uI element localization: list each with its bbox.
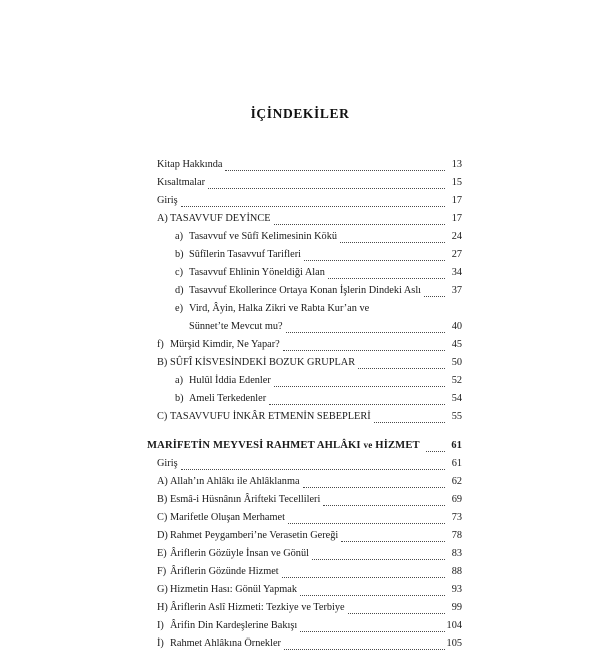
toc-entry-label: Giriş bbox=[157, 195, 178, 206]
toc-entry[interactable] bbox=[147, 527, 462, 545]
toc-entry[interactable] bbox=[147, 282, 462, 300]
toc-dot-leader bbox=[208, 179, 445, 192]
toc-entry[interactable] bbox=[147, 635, 462, 653]
toc-page-number: 61 bbox=[451, 440, 462, 451]
toc-entry-label: Tasavvuf Ekollerince Ortaya Konan İşlerin Dindeki Aslı bbox=[189, 285, 422, 296]
toc-entry-marker: a) bbox=[175, 375, 183, 386]
toc-entry[interactable] bbox=[147, 300, 462, 318]
page-title: İÇİNDEKİLER bbox=[250, 106, 350, 121]
toc-entry[interactable] bbox=[147, 599, 462, 617]
toc-page-number: 88 bbox=[451, 566, 462, 577]
toc-page-number: 27 bbox=[451, 249, 462, 260]
toc-entry-marker: b) bbox=[175, 249, 184, 260]
toc-entry-label: TASAVVUFU İNKÂR ETMENİN SEBEPLERİ bbox=[170, 411, 371, 422]
toc-entry-label: Kitap Hakkında bbox=[157, 159, 223, 170]
toc-entry-label: Vird, Âyin, Halka Zikri ve Rabta Kur’an ve bbox=[189, 303, 370, 314]
toc-page-number: 52 bbox=[451, 375, 462, 386]
toc-entry[interactable] bbox=[147, 491, 462, 509]
toc-entry[interactable] bbox=[147, 581, 462, 599]
toc-page-number: 13 bbox=[451, 159, 462, 170]
toc-entry[interactable] bbox=[147, 617, 462, 635]
toc-page-number: 55 bbox=[451, 411, 462, 422]
toc-entry-marker: E) bbox=[157, 548, 167, 559]
toc-dot-leader bbox=[282, 568, 445, 581]
toc-entry[interactable] bbox=[147, 318, 462, 336]
toc-entry-label: SÛFÎ KİSVESİNDEKİ BOZUK GRUPLAR bbox=[170, 357, 356, 368]
toc-entry[interactable] bbox=[147, 246, 462, 264]
toc-entry-label: Hulûl İddia Edenler bbox=[189, 375, 271, 386]
toc-dot-leader bbox=[288, 514, 445, 527]
toc-entry-label: Sûfîlerin Tasavvuf Tarifleri bbox=[189, 249, 301, 260]
toc-dot-leader bbox=[181, 460, 445, 473]
toc-entry-marker: H) bbox=[157, 602, 168, 613]
toc-entry-marker: a) bbox=[175, 231, 183, 242]
toc-entry-label: Esmâ-i Hüsnânın Ârifteki Tecellileri bbox=[170, 494, 321, 505]
toc-entry[interactable] bbox=[147, 509, 462, 527]
toc-entry-label: Rahmet Ahlâkına Örnekler bbox=[170, 638, 281, 649]
toc-dot-leader bbox=[300, 622, 445, 635]
toc-dot-leader bbox=[426, 442, 445, 455]
toc-entry[interactable] bbox=[147, 336, 462, 354]
toc-dot-leader bbox=[181, 197, 445, 210]
toc-page-number: 34 bbox=[451, 267, 462, 278]
toc-entry-marker: e) bbox=[175, 303, 183, 314]
toc-page-number: 93 bbox=[451, 584, 462, 595]
toc-entry-label: Âriflerin Gözüyle İnsan ve Gönül bbox=[170, 548, 309, 559]
toc-entry-marker: d) bbox=[175, 285, 184, 296]
toc-dot-leader bbox=[358, 359, 445, 372]
toc-entry-marker: A) bbox=[157, 213, 168, 224]
toc-page-number: 62 bbox=[451, 476, 462, 487]
toc-dot-leader bbox=[286, 323, 445, 336]
toc-entry-label: Hizmetin Hası: Gönül Yapmak bbox=[170, 584, 297, 595]
toc-page-number: 40 bbox=[451, 321, 462, 332]
toc-dot-leader bbox=[323, 496, 445, 509]
toc-dot-leader bbox=[304, 251, 445, 264]
toc-page-number: 105 bbox=[446, 638, 462, 649]
toc-dot-leader bbox=[225, 161, 445, 174]
toc-section-heading[interactable] bbox=[147, 437, 462, 455]
toc-entry-label: Rahmet Peygamberi’ne Verasetin Gereği bbox=[170, 530, 339, 541]
toc-dot-leader bbox=[341, 532, 445, 545]
toc-entry-label: Mürşid Kimdir, Ne Yapar? bbox=[170, 339, 280, 350]
toc-entry-marker: B) bbox=[157, 494, 168, 505]
toc-entry[interactable] bbox=[147, 354, 462, 372]
toc-page-number: 24 bbox=[451, 231, 462, 242]
toc-dot-leader bbox=[283, 341, 445, 354]
toc-dot-leader bbox=[374, 413, 445, 426]
toc-entry[interactable] bbox=[147, 372, 462, 390]
toc-dot-leader bbox=[328, 269, 445, 282]
toc-dot-leader bbox=[372, 305, 445, 318]
toc-dot-leader bbox=[303, 478, 445, 491]
toc-entry-label: Giriş bbox=[157, 458, 178, 469]
toc-dot-leader bbox=[312, 550, 445, 563]
toc-page-number: 99 bbox=[451, 602, 462, 613]
toc-entry-marker: A) bbox=[157, 476, 168, 487]
toc-entry-marker: B) bbox=[157, 357, 168, 368]
toc-page-number: 15 bbox=[451, 177, 462, 188]
toc-entry[interactable] bbox=[147, 455, 462, 473]
toc-dot-leader bbox=[340, 233, 445, 246]
toc-entry[interactable] bbox=[147, 545, 462, 563]
toc-page-number: 69 bbox=[451, 494, 462, 505]
toc-entry[interactable] bbox=[147, 264, 462, 282]
toc-page-number: 17 bbox=[451, 213, 462, 224]
toc-page-number: 17 bbox=[451, 195, 462, 206]
toc-entry-marker: F) bbox=[157, 566, 167, 577]
toc-page-number: 45 bbox=[451, 339, 462, 350]
toc-entry-label: Tasavvuf Ehlinin Yöneldiği Alan bbox=[189, 267, 325, 278]
table-of-contents-list bbox=[147, 156, 462, 653]
toc-entry-label: Sünnet’te Mevcut mu? bbox=[189, 321, 283, 332]
toc-entry[interactable] bbox=[147, 408, 462, 426]
toc-entry[interactable] bbox=[147, 228, 462, 246]
toc-page-number: 61 bbox=[451, 458, 462, 469]
toc-entry-marker: f) bbox=[157, 339, 164, 350]
toc-entry-marker: c) bbox=[175, 267, 183, 278]
toc-page-number: 50 bbox=[451, 357, 462, 368]
toc-dot-leader bbox=[424, 287, 445, 300]
toc-dot-leader bbox=[348, 604, 445, 617]
toc-entry-marker: C) bbox=[157, 512, 168, 523]
toc-entry-label: Âriflerin Gözünde Hizmet bbox=[170, 566, 279, 577]
toc-entry-label: Marifetle Oluşan Merhamet bbox=[170, 512, 285, 523]
toc-entry-label: Allah’ın Ahlâkı ile Ahlâklanma bbox=[170, 476, 300, 487]
toc-dot-leader bbox=[274, 377, 445, 390]
toc-page-number: 78 bbox=[451, 530, 462, 541]
toc-page-number: 37 bbox=[451, 285, 462, 296]
toc-entry-label: Ârifin Din Kardeşlerine Bakışı bbox=[170, 620, 298, 631]
toc-entry[interactable] bbox=[147, 210, 462, 228]
toc-entry-marker: I) bbox=[157, 620, 164, 631]
toc-page-number: 83 bbox=[451, 548, 462, 559]
toc-entry[interactable] bbox=[147, 156, 462, 174]
toc-entry-label: Âriflerin Aslî Hizmeti: Tezkiye ve Terbiye bbox=[170, 602, 345, 613]
toc-entry-marker: C) bbox=[157, 411, 168, 422]
toc-entry-label: Ameli Terkedenler bbox=[189, 393, 267, 404]
toc-page-number: 73 bbox=[451, 512, 462, 523]
toc-page-number: 54 bbox=[451, 393, 462, 404]
toc-entry[interactable] bbox=[147, 563, 462, 581]
toc-dot-leader bbox=[300, 586, 445, 599]
toc-entry[interactable] bbox=[147, 473, 462, 491]
toc-entry-marker: İ) bbox=[157, 638, 164, 649]
toc-entry[interactable] bbox=[147, 192, 462, 210]
toc-dot-leader bbox=[284, 640, 445, 653]
toc-entry-marker: b) bbox=[175, 393, 184, 404]
toc-entry-label: MARİFETİN MEYVESİ RAHMET AHLÂKI ve HİZMET bbox=[147, 440, 420, 451]
toc-dot-leader bbox=[269, 395, 445, 408]
toc-entry-label: Kısaltmalar bbox=[157, 177, 206, 188]
toc-dot-leader bbox=[274, 215, 445, 228]
toc-entry[interactable] bbox=[147, 390, 462, 408]
toc-entry-marker: D) bbox=[157, 530, 168, 541]
toc-entry-marker: G) bbox=[157, 584, 168, 595]
toc-entry-label: Tasavvuf ve Sûfî Kelimesinin Kökü bbox=[189, 231, 337, 242]
toc-entry[interactable] bbox=[147, 174, 462, 192]
toc-page-number: 104 bbox=[446, 620, 462, 631]
toc-entry-label: TASAVVUF DEYİNCE bbox=[170, 213, 271, 224]
